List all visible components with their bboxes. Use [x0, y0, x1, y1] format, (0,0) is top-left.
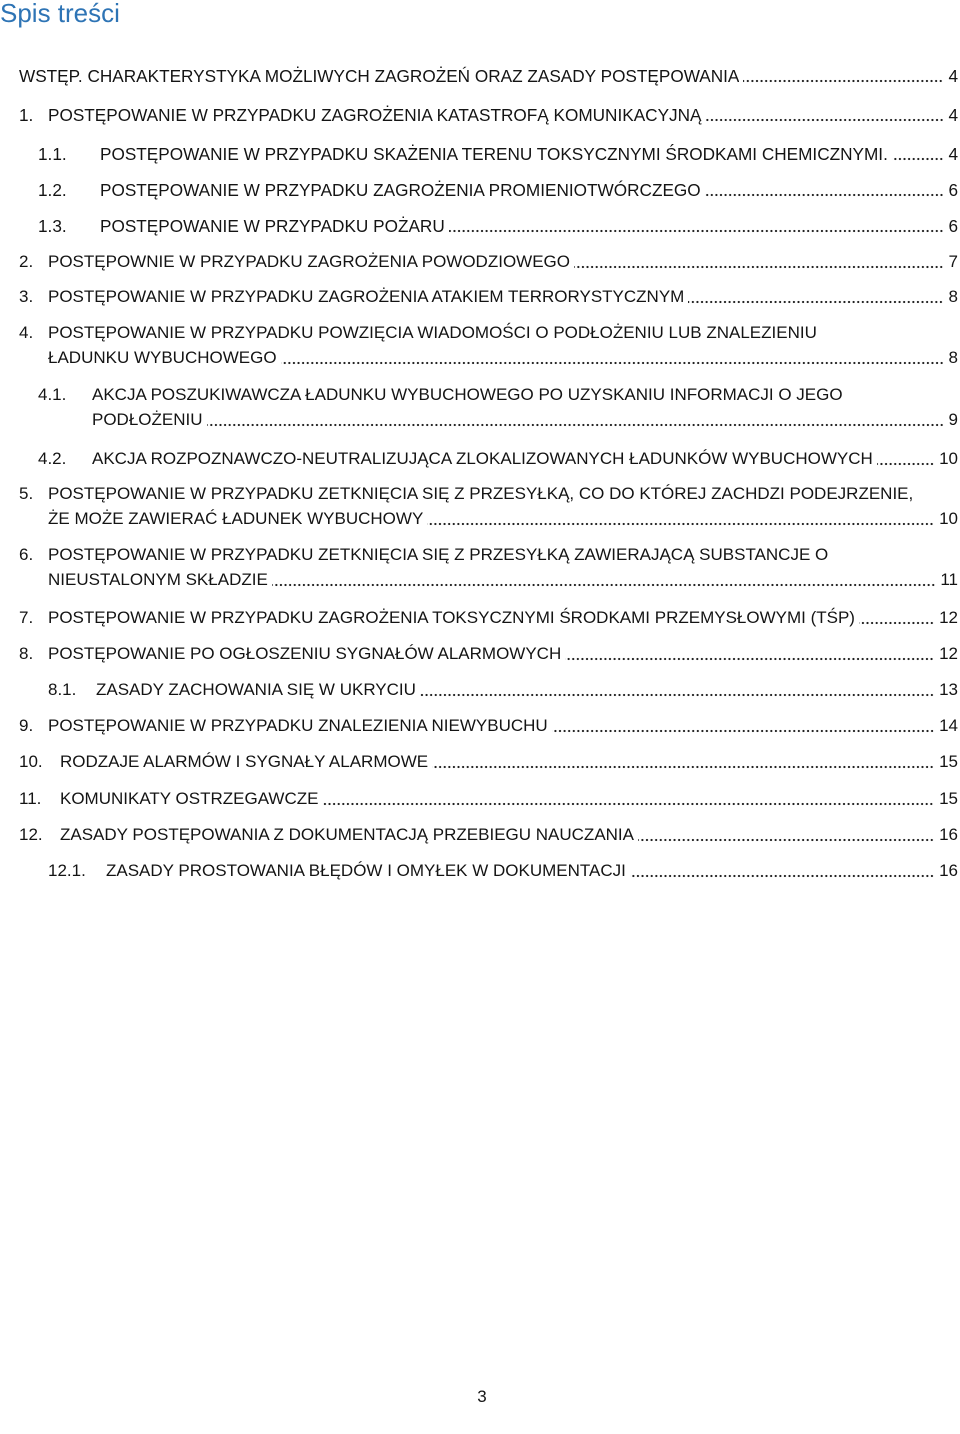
toc-entry-body [48, 250, 958, 274]
toc-entry-1[interactable] [19, 103, 958, 127]
toc-entry-body [100, 214, 958, 238]
toc-title: ZASADY ZACHOWANIA SIĘ W UKRYCIU [96, 680, 416, 699]
toc-leader [552, 714, 934, 738]
toc-page-number: 15 [939, 789, 958, 808]
toc-line [60, 750, 958, 774]
toc-title: POSTĘPOWANIE W PRZYPADKU POWZIĘCIA WIADOMOŚCI O PODŁOŻENIU LUB ZNALEZIENIU [48, 323, 817, 342]
toc-title: AKCJA POSZUKIWAWCZA ŁADUNKU WYBUCHOWEGO PO UZYSKANIU INFORMACJI O JEGO [92, 385, 843, 404]
toc-title: POSTĘPOWANIE W PRZYPADKU ZAGROŻENIA KATASTROFĄ KOMUNIKACYJNĄ [48, 105, 702, 125]
toc-entry-body [92, 383, 958, 432]
toc-page-number: 6 [948, 216, 958, 236]
toc-title: AKCJA ROZPOZNAWCZO-NEUTRALIZUJĄCA ZLOKALIZOWANYCH ŁADUNKÓW WYBUCHOWYCH [92, 449, 873, 468]
page-title: Spis treści [0, 0, 120, 28]
toc-number: 3. [19, 287, 34, 306]
toc-page-number: 15 [939, 752, 958, 771]
toc-line [60, 823, 958, 847]
toc-entry-body [48, 103, 958, 127]
toc-title: POSTĘPOWANIE PO OGŁOSZENIU SYGNAŁÓW ALARMOWYCH [48, 644, 562, 663]
toc-title: POSTĘPOWANIE W PRZYPADKU ZETKNIĘCIA SIĘ Z PRZESYŁKĄ, CO DO KTÓREJ ZACHDZI PODEJRZENIE, [48, 484, 914, 503]
toc-leader [427, 507, 934, 531]
toc-line [48, 568, 958, 592]
toc-title: ZASADY POSTĘPOWANIA Z DOKUMENTACJĄ PRZEBIEGU NAUCZANIA [60, 825, 634, 844]
toc-entry-body [19, 64, 958, 88]
toc-page-number: 4 [948, 144, 958, 164]
toc-number: 8. [19, 644, 34, 663]
toc-entry-body [60, 823, 958, 847]
toc-number: 7. [19, 608, 34, 627]
toc-line [100, 142, 958, 166]
toc-line [48, 543, 958, 567]
toc-number: 12. [19, 825, 43, 844]
toc-leader [281, 346, 944, 370]
toc-entry-8-1[interactable] [48, 678, 958, 702]
toc-entry-body [106, 859, 958, 883]
toc-entry-body [96, 678, 958, 702]
toc-line [48, 642, 958, 666]
toc-leader [859, 606, 934, 630]
toc-number: 10. [19, 752, 43, 771]
toc-line [60, 787, 958, 811]
toc-page-number: 8 [948, 348, 958, 367]
toc-line [48, 285, 958, 309]
toc-page-number: 6 [948, 180, 958, 200]
toc-title: RODZAJE ALARMÓW I SYGNAŁY ALARMOWE [60, 752, 429, 771]
toc-entry-1-3[interactable] [38, 214, 958, 238]
toc-number: 1.3. [38, 216, 67, 236]
toc-title: POSTĘPOWANIE W PRZYPADKU ZETKNIĘCIA SIĘ Z PRZESYŁKĄ ZAWIERAJĄCĄ SUBSTANCJE O [48, 545, 829, 564]
toc-entry-4-1[interactable] [38, 383, 958, 432]
toc-line [48, 321, 958, 345]
toc-leader [877, 447, 934, 471]
toc-entry-4[interactable] [19, 321, 958, 370]
toc-title: POSTĘPOWANIE W PRZYPADKU ZAGROŻENIA ATAKIEM TERRORYSTYCZNYM [48, 287, 685, 306]
toc-number: 6. [19, 545, 34, 564]
toc-leader [892, 142, 944, 166]
toc-page-number: 10 [939, 509, 958, 528]
toc-number: 12.1. [48, 861, 86, 880]
toc-number: 5. [19, 484, 34, 503]
toc-number: 4.1. [38, 385, 67, 404]
toc-entry-body [48, 642, 958, 666]
toc-leader [449, 214, 944, 238]
toc-number: 4. [19, 323, 34, 342]
toc-line [48, 482, 958, 506]
toc-leader [743, 64, 943, 88]
toc-number: 2. [19, 252, 34, 271]
toc-line [48, 346, 958, 370]
toc-line [48, 250, 958, 274]
toc-leader [630, 859, 934, 883]
toc-number: 9. [19, 716, 34, 735]
toc-title-continued: PODŁOŻENIU [92, 410, 203, 429]
toc-page-number: 16 [939, 861, 958, 880]
toc-leader [207, 408, 944, 432]
toc-entry-10[interactable] [19, 750, 958, 774]
toc-title: POSTĘPOWANIE W PRZYPADKU SKAŻENIA TERENU TOKSYCZNYMI ŚRODKAMI CHEMICZNYMI. [100, 144, 888, 164]
toc-entry-body [48, 482, 958, 531]
toc-leader [638, 823, 934, 847]
toc-page-number: 13 [939, 680, 958, 699]
toc-number: 8.1. [48, 680, 77, 699]
toc-line [92, 408, 958, 432]
toc-title: POSTĘPOWANIE W PRZYPADKU ZNALEZIENIA NIEWYBUCHU [48, 716, 548, 735]
toc-title-continued: ŁADUNKU WYBUCHOWEGO [48, 348, 277, 367]
toc-line [19, 64, 958, 88]
toc-entry-body [60, 750, 958, 774]
toc-entry-12[interactable] [19, 823, 958, 847]
toc-number: 1.1. [38, 144, 67, 164]
toc-entry-body [48, 321, 958, 370]
toc-leader [432, 750, 934, 774]
toc-entry-2[interactable] [19, 250, 958, 274]
toc-title-continued: ŻE MOŻE ZAWIERAĆ ŁADUNEK WYBUCHOWY [48, 509, 424, 528]
toc-leader [705, 178, 944, 202]
toc-entry-wstep[interactable] [19, 64, 958, 88]
toc-line [48, 714, 958, 738]
toc-entry-5[interactable] [19, 482, 958, 531]
toc-page-number: 14 [939, 716, 958, 735]
toc-line [96, 678, 958, 702]
toc-line [92, 383, 958, 407]
toc-leader [420, 678, 934, 702]
toc-line [48, 606, 958, 630]
toc-page-number: 10 [939, 449, 958, 468]
toc-entry-body [48, 606, 958, 630]
toc-entry-7[interactable] [19, 606, 958, 630]
toc-page-number: 4 [948, 66, 958, 86]
toc-entry-body [48, 714, 958, 738]
toc-line [100, 178, 958, 202]
page-footer-number: 3 [477, 1387, 487, 1406]
toc-number: 1. [19, 105, 34, 125]
toc-page-number: 9 [948, 410, 958, 429]
toc-number: 11. [19, 789, 42, 808]
toc-page-number: 12 [939, 608, 958, 627]
toc-entry-1-2[interactable] [38, 178, 958, 202]
toc-entry-body [48, 543, 958, 592]
toc-title-continued: NIEUSTALONYM SKŁADZIE [48, 570, 268, 589]
toc-leader [706, 103, 944, 127]
toc-title: POSTĘPOWANIE W PRZYPADKU ZAGROŻENIA TOKSYCZNYMI ŚRODKAMI PRZEMYSŁOWYMI (TŚP) [48, 608, 855, 627]
toc-entry-body [60, 787, 958, 811]
toc-line [48, 507, 958, 531]
toc-entry-body [100, 142, 958, 166]
toc-page-number: 12 [939, 644, 958, 663]
toc-entry-body [48, 285, 958, 309]
toc-line [106, 859, 958, 883]
toc-title: KOMUNIKATY OSTRZEGAWCZE [60, 789, 319, 808]
toc-line [92, 447, 958, 471]
toc-leader [565, 642, 934, 666]
toc-entry-1-1[interactable] [38, 142, 958, 166]
toc-entry-8[interactable] [19, 642, 958, 666]
toc-title: WSTĘP. CHARAKTERYSTYKA MOŻLIWYCH ZAGROŻEŃ ORAZ ZASADY POSTĘPOWANIA [19, 66, 740, 86]
toc-page-number: 8 [948, 287, 958, 306]
toc-page-number: 4 [948, 105, 958, 125]
toc-leader [322, 787, 934, 811]
toc-title: ZASADY PROSTOWANIA BŁĘDÓW I OMYŁEK W DOKUMENTACJI [106, 861, 626, 880]
toc-line [100, 214, 958, 238]
toc-entry-body [92, 447, 958, 471]
toc-title: POSTĘPOWNIE W PRZYPADKU ZAGROŻENIA POWODZIOWEGO [48, 252, 570, 271]
toc-entry-3[interactable] [19, 285, 958, 309]
toc-entry-6[interactable] [19, 543, 958, 592]
toc-number: 1.2. [38, 180, 67, 200]
toc-entry-body [100, 178, 958, 202]
toc-line [48, 103, 958, 127]
toc-leader [272, 568, 936, 592]
toc-page-number: 11 [940, 570, 958, 589]
toc-title: POSTĘPOWANIE W PRZYPADKU ZAGROŻENIA PROMIENIOTWÓRCZEGO [100, 180, 701, 200]
toc-entry-9[interactable] [19, 714, 958, 738]
toc-number: 4.2. [38, 449, 67, 468]
toc-page-number: 16 [939, 825, 958, 844]
toc-entry-4-2[interactable] [38, 447, 958, 471]
toc-entry-12-1[interactable] [48, 859, 958, 883]
toc-entry-11[interactable] [19, 787, 958, 811]
toc-leader [574, 250, 944, 274]
toc-page-number: 7 [948, 252, 958, 271]
toc-leader [688, 285, 943, 309]
toc-title: POSTĘPOWANIE W PRZYPADKU POŻARU [100, 216, 445, 236]
